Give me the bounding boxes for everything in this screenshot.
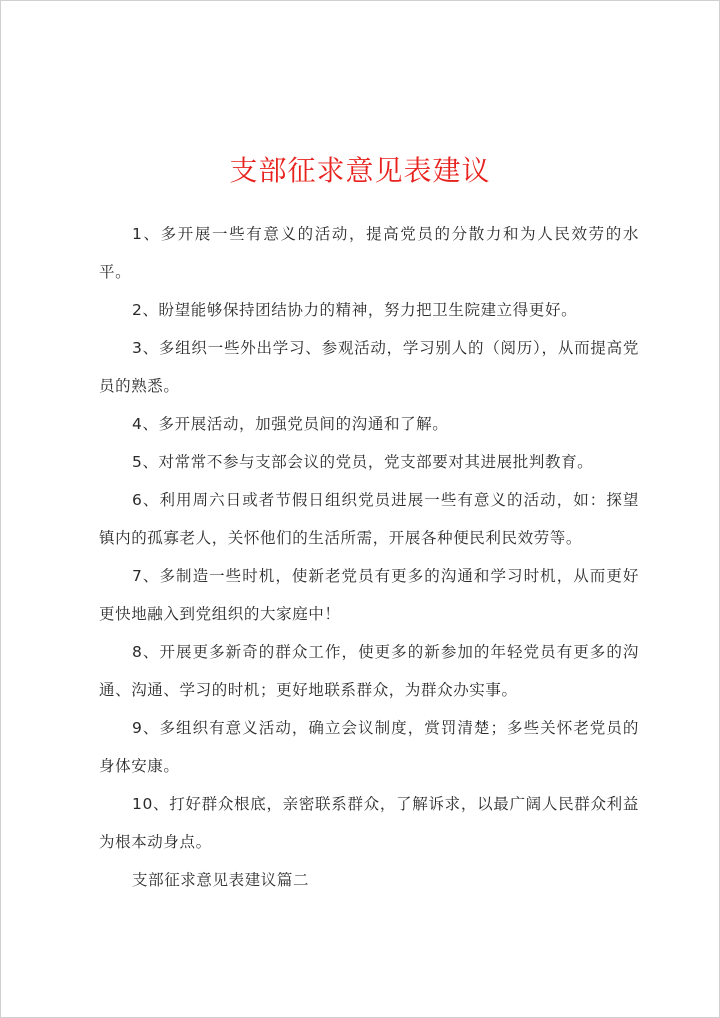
document-title: 支部征求意见表建议 xyxy=(229,154,491,187)
suggestion-paragraph-5: 5、对常常不参与支部会议的党员，党支部要对其进展批判教育。 xyxy=(132,453,594,471)
document-body xyxy=(99,215,639,899)
suggestion-paragraph-7: 7、多制造一些时机，使新老党员有更多的沟通和学习时机，从而更好更快地融入到党组织的大家庭中！ xyxy=(99,567,639,623)
suggestion-paragraph-2: 2、盼望能够保持团结协力的精神，努力把卫生院建立得更好。 xyxy=(132,301,578,319)
suggestion-paragraph-6: 6、利用周六日或者节假日组织党员进展一些有意义的活动，如：探望镇内的孤寡老人，关怀他们的生活所需，开展各种便民利民效劳等。 xyxy=(99,491,639,547)
suggestion-paragraph-4: 4、多开展活动，加强党员间的沟通和了解。 xyxy=(132,415,449,433)
suggestion-paragraph-10: 10、打好群众根底，亲密联系群众，了解诉求，以最广阔人民群众利益为根本动身点。 xyxy=(99,795,639,851)
section-heading-part-two: 支部征求意见表建议篇二 xyxy=(132,871,310,889)
suggestion-paragraph-9: 9、多组织有意义活动，确立会议制度，赏罚清楚；多些关怀老党员的身体安康。 xyxy=(99,719,639,775)
suggestion-paragraph-1: 1、多开展一些有意义的活动，提高党员的分散力和为人民效劳的水平。 xyxy=(99,225,639,281)
suggestion-paragraph-8: 8、开展更多新奇的群众工作，使更多的新参加的年轻党员有更多的沟通、沟通、学习的时机；更好地联系群众，为群众办实事。 xyxy=(99,643,639,699)
suggestion-paragraph-3: 3、多组织一些外出学习、参观活动，学习别人的（阅历），从而提高党员的熟悉。 xyxy=(99,339,639,395)
